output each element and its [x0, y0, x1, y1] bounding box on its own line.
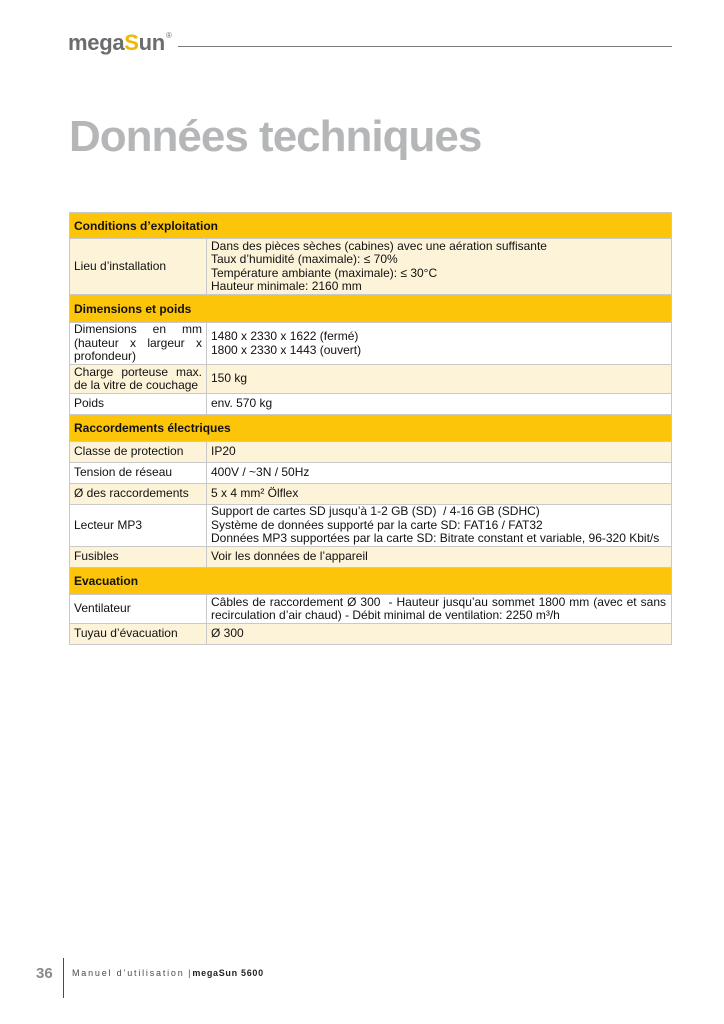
row-value-line: Données MP3 supportées par la carte SD: Bitrate constant et variable, 96-320 Kbit/s — [211, 531, 660, 546]
row-value-line: Température ambiante (maximale): ≤ 30°C — [211, 265, 438, 280]
row-value-line: Taux d’humidité (maximale): ≤ 70% — [211, 252, 398, 266]
footer-separator: | — [188, 968, 191, 978]
row-value-line: 150 kg — [211, 371, 248, 386]
megasun-logo — [68, 25, 172, 54]
row-label — [70, 463, 207, 483]
table-row — [70, 505, 671, 547]
row-value-line: env. 570 kg — [211, 396, 273, 411]
row-label — [70, 547, 207, 567]
table-row — [70, 365, 671, 394]
table-row — [70, 394, 671, 415]
row-value — [207, 505, 671, 546]
row-label — [70, 239, 207, 294]
row-label — [70, 624, 207, 644]
table-row — [70, 595, 671, 624]
table-row — [70, 484, 671, 505]
logo-sun-s: S — [124, 30, 139, 55]
section-title: Dimensions et poids — [74, 301, 192, 316]
page-title: Données techniques — [69, 112, 482, 161]
section-header-dimensions — [70, 295, 671, 323]
row-label-line: Ø des raccordements — [74, 486, 189, 501]
row-value — [207, 442, 671, 462]
section-header-electrical-connections — [70, 415, 671, 442]
row-value-line: Support de cartes SD jusqu’à 1-2 GB (SD) / 4-16 GB (SDHC) — [211, 504, 540, 519]
table-row — [70, 323, 671, 365]
row-label-line: Ventilateur — [74, 601, 131, 616]
row-value-line: Ø 300 — [211, 626, 244, 641]
section-title: Raccordements électriques — [74, 421, 231, 435]
section-title: Evacuation — [74, 574, 139, 588]
row-value — [207, 463, 671, 483]
row-value-line: 1480 x 2330 x 1622 (fermé) — [211, 329, 359, 343]
row-value — [207, 365, 671, 393]
table-row — [70, 463, 671, 484]
table-row — [70, 239, 671, 295]
row-value — [207, 484, 671, 504]
row-label — [70, 505, 207, 546]
row-value-line: Hauteur minimale: 2160 mm — [211, 279, 362, 293]
row-label-line: Lecteur MP3 — [74, 517, 143, 532]
technical-data-table — [69, 212, 672, 645]
page-number: 36 — [36, 965, 53, 982]
registered-mark: ® — [165, 31, 172, 40]
row-label — [70, 595, 207, 623]
table-row — [70, 547, 671, 568]
row-label-line: Tuyau d’évacuation — [74, 626, 178, 641]
row-label-line: Poids — [74, 396, 105, 411]
row-label-line: profondeur) — [74, 349, 137, 364]
row-value-line: Système de données supporté par la carte SD: FAT16 / FAT32 — [211, 517, 543, 532]
row-value-line: Câbles de raccordement Ø 300 - Hauteur jusqu’au sommet 1800 mm (avec et sans — [211, 594, 666, 609]
table-row — [70, 624, 671, 645]
section-header-operating-conditions — [70, 213, 671, 239]
row-label — [70, 442, 207, 462]
row-label-line: Lieu d’installation — [74, 258, 167, 273]
row-value-line: 1800 x 2330 x 1443 (ouvert) — [211, 342, 362, 357]
row-value-line: 400V / ~3N / 50Hz — [211, 465, 310, 480]
footer-product-name: megaSun 5600 — [192, 968, 264, 978]
row-value-line: IP20 — [211, 444, 236, 459]
row-value-line: Voir les données de l’appareil — [211, 549, 368, 564]
row-label — [70, 484, 207, 504]
header-rule — [178, 46, 672, 47]
footer-caption — [72, 969, 264, 978]
table-row — [70, 442, 671, 463]
row-value-line: Dans des pièces sèches (cabines) avec une aération suffisante — [211, 238, 547, 253]
row-label — [70, 323, 207, 364]
section-title: Conditions d’exploitation — [74, 218, 218, 233]
row-label — [70, 365, 207, 393]
logo-text-mega: mega — [68, 30, 125, 55]
footer-divider — [63, 958, 64, 998]
row-value — [207, 624, 671, 644]
row-label-line: Dimensions en mm — [74, 322, 202, 337]
row-label-line: de la vitre de couchage — [74, 378, 199, 392]
row-value — [207, 323, 671, 364]
row-label — [70, 394, 207, 414]
logo-text-un: un — [138, 30, 165, 55]
row-label-line: Classe de protection — [74, 444, 184, 459]
row-label-line: (hauteur x largeur x — [74, 335, 202, 350]
row-value — [207, 394, 671, 414]
row-value — [207, 595, 671, 623]
footer-manual-title: Manuel d’utilisation — [72, 968, 185, 978]
row-value — [207, 547, 671, 567]
row-value — [207, 239, 671, 294]
section-header-exhaust — [70, 568, 671, 595]
row-label-line: Tension de réseau — [74, 465, 173, 480]
row-label-line: Fusibles — [74, 549, 119, 564]
row-label-line: Charge porteuse max. — [74, 364, 202, 379]
row-value-line: 5 x 4 mm² Ölflex — [211, 486, 299, 501]
row-value-line: recirculation d’air chaud) - Débit minimal de ventilation: 2250 m³/h — [211, 608, 560, 622]
